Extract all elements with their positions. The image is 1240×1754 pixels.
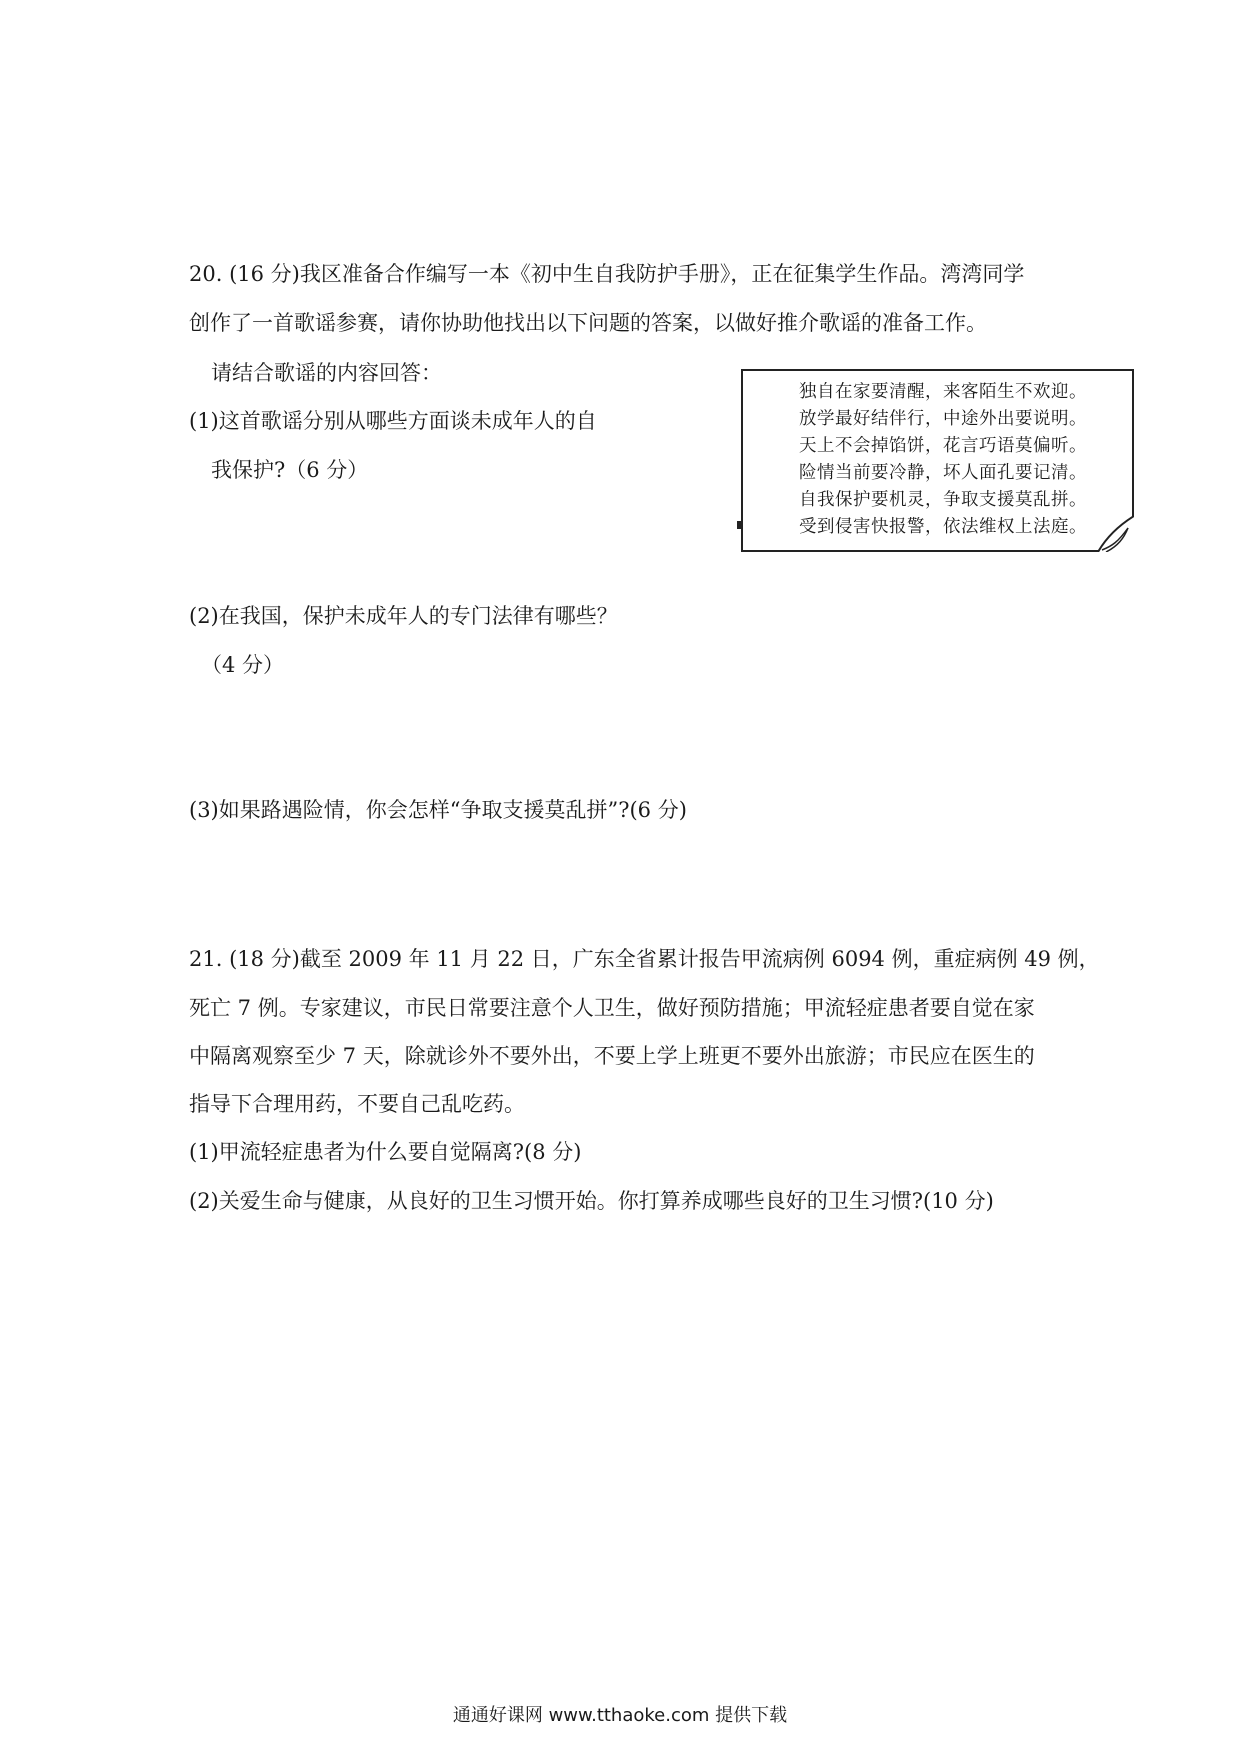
q21-line-4: 指导下合理用药，不要自己乱吃药。	[189, 1092, 525, 1116]
song-lines	[799, 379, 1087, 541]
box-tick-mark	[737, 521, 741, 529]
q20-sub1-line-2: 我保护?（6 分）	[211, 458, 369, 482]
song-line: 独自在家要清醒，来客陌生不欢迎。	[799, 382, 1087, 402]
q21-line-2: 死亡 7 例。专家建议，市民日常要注意个人卫生，做好预防措施；甲流轻症患者要自觉在家	[189, 996, 1035, 1020]
q20-instruction: 请结合歌谣的内容回答：	[211, 361, 442, 385]
song-line: 放学最好结伴行，中途外出要说明。	[799, 409, 1087, 429]
q21-sub2: (2)关爱生命与健康，从良好的卫生习惯开始。你打算养成哪些良好的卫生习惯?(10 分)	[189, 1189, 994, 1213]
q20-line-2: 创作了一首歌谣参赛，请你协助他找出以下问题的答案，以做好推介歌谣的准备工作。	[189, 311, 987, 335]
song-line: 受到侵害快报警，依法维权上法庭。	[799, 517, 1087, 537]
q21-sub1: (1)甲流轻症患者为什么要自觉隔离?(8 分)	[189, 1140, 582, 1164]
song-box	[741, 369, 1134, 552]
song-line: 险情当前要冷静，坏人面孔要记清。	[799, 463, 1087, 483]
footer-download-note: 通通好课网 www.tthaoke.com 提供下载	[452, 1705, 788, 1726]
song-line: 自我保护要机灵，争取支援莫乱拼。	[799, 490, 1087, 510]
q21-line-1: 21. (18 分)截至 2009 年 11 月 22 日，广东全省累计报告甲流病例 6094 例，重症病例 49 例，	[189, 947, 1100, 971]
q21-line-3: 中隔离观察至少 7 天，除就诊外不要外出，不要上学上班更不要外出旅游；市民应在医生的	[189, 1044, 1035, 1068]
song-line: 天上不会掉馅饼，花言巧语莫偏听。	[799, 436, 1087, 456]
q20-sub2-line-1: (2)在我国，保护未成年人的专门法律有哪些？	[189, 604, 618, 628]
q20-sub1-line-1: (1)这首歌谣分别从哪些方面谈未成年人的自	[189, 409, 597, 433]
q20-line-1: 20. (16 分)我区准备合作编写一本《初中生自我防护手册》，正在征集学生作品。湾湾同学	[189, 262, 1025, 286]
q20-sub2-line-2: （4 分）	[201, 653, 285, 677]
page-curl-icon	[1098, 516, 1134, 552]
q20-sub3: (3)如果路遇险情，你会怎样“争取支援莫乱拼”?(6 分)	[189, 798, 687, 822]
